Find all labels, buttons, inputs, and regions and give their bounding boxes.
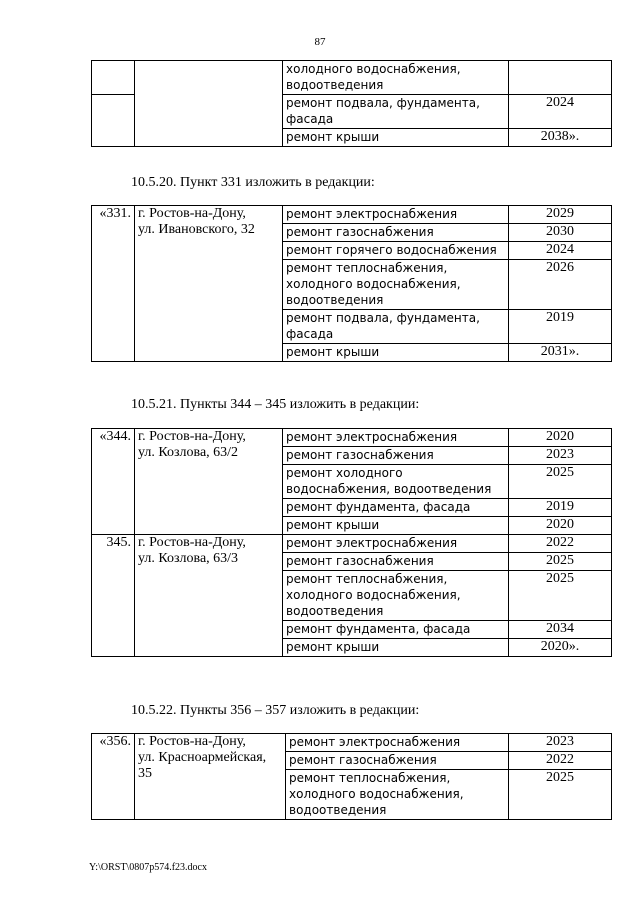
section-heading: 10.5.22. Пункты 356 – 357 изложить в редакции: — [131, 703, 420, 718]
address-cell: г. Ростов-на-Дону, ул. Красноармейская, 35 — [135, 734, 286, 820]
work-cell: ремонт подвала, фундамента, фасада — [283, 95, 509, 129]
work-cell: ремонт электроснабжения — [283, 206, 509, 224]
work-cell: ремонт фундамента, фасада — [283, 499, 509, 517]
item-number-cell: «344. — [92, 429, 135, 535]
item-number-cell: «356. — [92, 734, 135, 820]
item-number-cell: 345. — [92, 535, 135, 657]
table-row — [92, 429, 612, 447]
work-cell: ремонт фундамента, фасада — [283, 621, 509, 639]
year-cell: 2019 — [509, 499, 612, 517]
year-cell: 2029 — [509, 206, 612, 224]
address-cell: г. Ростов-на-Дону, ул. Козлова, 63/2 — [135, 429, 283, 535]
year-cell: 2019 — [509, 310, 612, 344]
year-cell: 2022 — [509, 535, 612, 553]
year-cell: 2024 — [509, 242, 612, 260]
year-cell: 2025 — [509, 571, 612, 621]
table-356 — [91, 733, 612, 820]
item-number-cell — [92, 95, 135, 147]
year-cell: 2023 — [509, 734, 612, 752]
work-cell: ремонт теплоснабжения, холодного водоснабжения, водоотведения — [283, 571, 509, 621]
year-cell — [509, 61, 612, 95]
work-cell: ремонт электроснабжения — [286, 734, 509, 752]
table-row — [92, 61, 612, 95]
work-cell: ремонт электроснабжения — [283, 429, 509, 447]
item-number-cell: «331. — [92, 206, 135, 362]
table-row — [92, 206, 612, 224]
year-cell: 2020 — [509, 429, 612, 447]
year-cell: 2020». — [509, 639, 612, 657]
page-number: 87 — [314, 36, 326, 48]
address-cell: г. Ростов-на-Дону, ул. Козлова, 63/3 — [135, 535, 283, 657]
year-cell: 2024 — [509, 95, 612, 129]
year-cell: 2022 — [509, 752, 612, 770]
work-cell: холодного водоснабжения, водоотведения — [283, 61, 509, 95]
work-cell: ремонт горячего водоснабжения — [283, 242, 509, 260]
work-cell: ремонт газоснабжения — [283, 224, 509, 242]
year-cell: 2026 — [509, 260, 612, 310]
file-path-footer: Y:\ORST\0807p574.f23.docx — [89, 862, 207, 873]
work-cell: ремонт газоснабжения — [283, 553, 509, 571]
year-cell: 2038». — [509, 129, 612, 147]
work-cell: ремонт теплоснабжения, холодного водоснабжения, водоотведения — [283, 260, 509, 310]
table-row — [92, 734, 612, 752]
address-cell: г. Ростов-на-Дону, ул. Ивановского, 32 — [135, 206, 283, 362]
work-cell: ремонт холодного водоснабжения, водоотведения — [283, 465, 509, 499]
year-cell: 2025 — [509, 465, 612, 499]
work-cell: ремонт газоснабжения — [286, 752, 509, 770]
section-heading: 10.5.21. Пункты 344 – 345 изложить в редакции: — [131, 397, 420, 412]
year-cell: 2030 — [509, 224, 612, 242]
table-331 — [91, 205, 612, 362]
work-cell: ремонт электроснабжения — [283, 535, 509, 553]
work-cell: ремонт крыши — [283, 344, 509, 362]
section-heading: 10.5.20. Пункт 331 изложить в редакции: — [131, 175, 375, 190]
work-cell: ремонт крыши — [283, 517, 509, 535]
table-344-345 — [91, 428, 612, 657]
year-cell: 2025 — [509, 770, 612, 820]
work-cell: ремонт крыши — [283, 129, 509, 147]
item-number-cell — [92, 61, 135, 95]
work-cell: ремонт теплоснабжения, холодного водоснабжения, водоотведения — [286, 770, 509, 820]
continuation-table — [91, 60, 612, 147]
work-cell: ремонт крыши — [283, 639, 509, 657]
year-cell: 2031». — [509, 344, 612, 362]
year-cell: 2034 — [509, 621, 612, 639]
work-cell: ремонт подвала, фундамента, фасада — [283, 310, 509, 344]
work-cell: ремонт газоснабжения — [283, 447, 509, 465]
year-cell: 2025 — [509, 553, 612, 571]
address-cell — [135, 61, 283, 147]
table-row — [92, 535, 612, 553]
year-cell: 2020 — [509, 517, 612, 535]
year-cell: 2023 — [509, 447, 612, 465]
